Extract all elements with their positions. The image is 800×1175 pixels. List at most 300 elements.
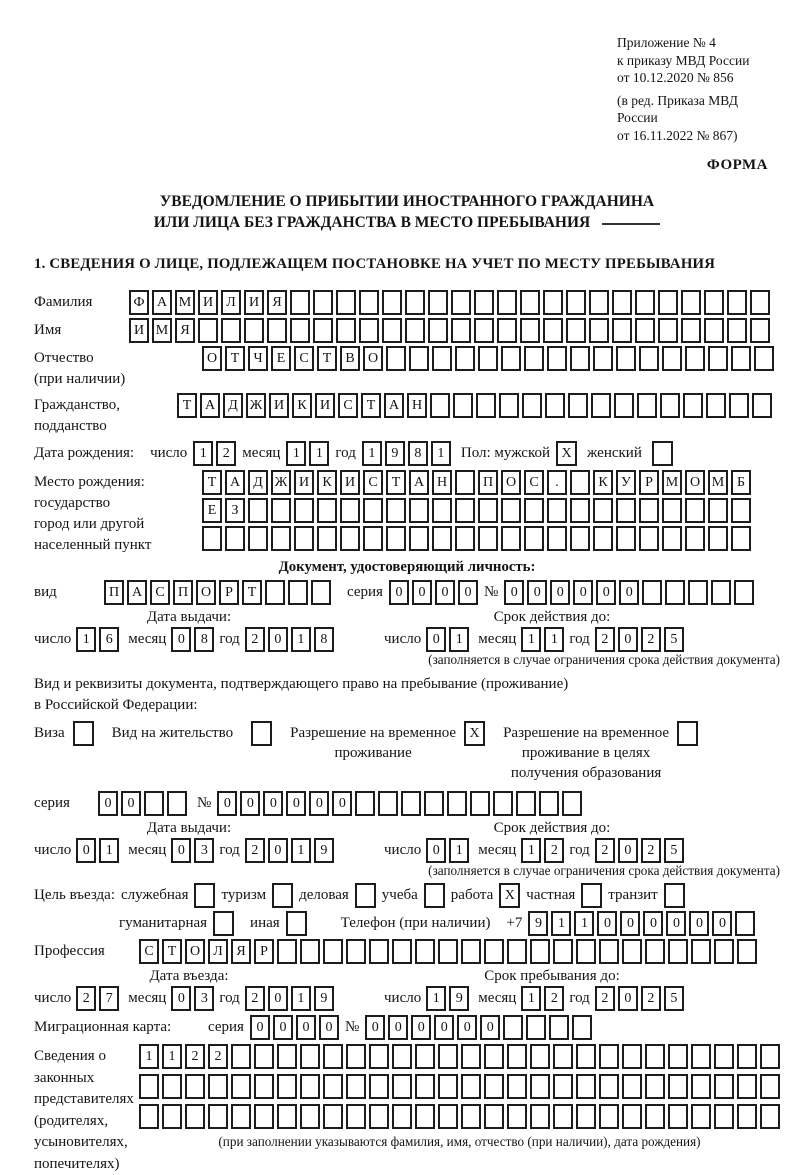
char-cell[interactable]: 2 [76,986,96,1011]
char-cell[interactable] [639,346,659,371]
char-cell[interactable] [688,580,708,605]
char-cell[interactable]: 0 [296,1015,316,1040]
char-cell[interactable]: О [196,580,216,605]
char-cell[interactable]: 6 [99,627,119,652]
char-cell[interactable] [277,1074,297,1099]
char-cell[interactable]: 1 [309,441,329,466]
char-cell[interactable]: 2 [595,627,615,652]
char-cell[interactable] [290,290,310,315]
char-cell[interactable] [622,1074,642,1099]
char-cell[interactable]: Л [221,290,241,315]
char-cell[interactable]: Т [177,393,197,418]
char-cell[interactable] [507,939,527,964]
char-cell[interactable]: 2 [185,1044,205,1069]
char-cell[interactable] [685,346,705,371]
char-cell[interactable] [731,498,751,523]
char-cell[interactable]: 1 [193,441,213,466]
char-cell[interactable] [731,526,751,551]
char-cell[interactable] [461,1074,481,1099]
char-cell[interactable] [545,393,565,418]
char-cell[interactable] [706,393,726,418]
char-cell[interactable]: А [200,393,220,418]
char-cell[interactable]: Д [223,393,243,418]
char-cell[interactable] [708,498,728,523]
char-cell[interactable] [668,939,688,964]
char-cell[interactable] [539,791,559,816]
purpose-tourism-checkbox[interactable] [272,883,293,908]
char-cell[interactable] [645,1074,665,1099]
char-cell[interactable]: 0 [171,838,191,863]
char-cell[interactable]: П [478,470,498,495]
char-cell[interactable]: 5 [664,986,684,1011]
char-cell[interactable]: Ч [248,346,268,371]
char-cell[interactable]: Р [639,470,659,495]
char-cell[interactable] [681,318,701,343]
char-cell[interactable]: 0 [411,1015,431,1040]
char-cell[interactable]: О [202,346,222,371]
char-cell[interactable] [415,1074,435,1099]
char-cell[interactable] [300,1044,320,1069]
char-cell[interactable] [668,1104,688,1129]
char-cell[interactable]: Н [407,393,427,418]
purpose-work-checkbox[interactable]: X [499,883,520,908]
char-cell[interactable] [645,1104,665,1129]
char-cell[interactable] [760,1074,780,1099]
char-cell[interactable]: 1 [162,1044,182,1069]
char-cell[interactable] [642,580,662,605]
char-cell[interactable]: С [363,470,383,495]
char-cell[interactable] [474,318,494,343]
char-cell[interactable]: 1 [286,441,306,466]
char-cell[interactable]: 9 [385,441,405,466]
char-cell[interactable]: 2 [544,838,564,863]
char-cell[interactable]: С [294,346,314,371]
char-cell[interactable] [691,939,711,964]
char-cell[interactable] [346,1104,366,1129]
char-cell[interactable] [369,939,389,964]
char-cell[interactable] [752,393,772,418]
char-cell[interactable]: 0 [527,580,547,605]
char-cell[interactable]: П [173,580,193,605]
char-cell[interactable] [507,1074,527,1099]
char-cell[interactable] [524,526,544,551]
char-cell[interactable] [451,318,471,343]
char-cell[interactable]: 1 [544,627,564,652]
char-cell[interactable] [277,1104,297,1129]
purpose-study-checkbox[interactable] [424,883,445,908]
purpose-transit-checkbox[interactable] [664,883,685,908]
char-cell[interactable] [428,318,448,343]
char-cell[interactable] [323,1104,343,1129]
char-cell[interactable] [737,939,757,964]
char-cell[interactable]: 0 [273,1015,293,1040]
char-cell[interactable] [612,290,632,315]
char-cell[interactable]: 1 [574,911,594,936]
char-cell[interactable]: 1 [362,441,382,466]
char-cell[interactable] [553,939,573,964]
char-cell[interactable]: 0 [618,627,638,652]
char-cell[interactable] [553,1074,573,1099]
char-cell[interactable]: 1 [426,986,446,1011]
char-cell[interactable] [501,526,521,551]
char-cell[interactable] [455,470,475,495]
char-cell[interactable]: 0 [98,791,118,816]
char-cell[interactable] [635,290,655,315]
char-cell[interactable] [501,346,521,371]
char-cell[interactable] [530,1104,550,1129]
char-cell[interactable] [478,346,498,371]
char-cell[interactable] [484,1044,504,1069]
char-cell[interactable] [599,939,619,964]
char-cell[interactable] [570,346,590,371]
char-cell[interactable]: 0 [268,986,288,1011]
char-cell[interactable]: 5 [664,627,684,652]
char-cell[interactable] [317,526,337,551]
char-cell[interactable]: 0 [171,627,191,652]
char-cell[interactable] [438,939,458,964]
char-cell[interactable] [323,939,343,964]
char-cell[interactable] [714,939,734,964]
char-cell[interactable] [547,498,567,523]
char-cell[interactable]: О [685,470,705,495]
char-cell[interactable] [392,1044,412,1069]
char-cell[interactable] [369,1104,389,1129]
char-cell[interactable] [662,498,682,523]
char-cell[interactable]: 0 [618,986,638,1011]
char-cell[interactable]: 0 [434,1015,454,1040]
char-cell[interactable]: 0 [620,911,640,936]
char-cell[interactable] [359,290,379,315]
char-cell[interactable] [576,1044,596,1069]
char-cell[interactable]: 0 [618,838,638,863]
char-cell[interactable] [415,1044,435,1069]
char-cell[interactable] [300,939,320,964]
char-cell[interactable] [553,1104,573,1129]
char-cell[interactable] [566,290,586,315]
char-cell[interactable]: 0 [457,1015,477,1040]
char-cell[interactable]: С [150,580,170,605]
char-cell[interactable] [438,1074,458,1099]
char-cell[interactable] [451,290,471,315]
char-cell[interactable] [294,526,314,551]
char-cell[interactable] [355,791,375,816]
char-cell[interactable] [185,1074,205,1099]
char-cell[interactable]: 0 [458,580,478,605]
char-cell[interactable] [432,498,452,523]
char-cell[interactable]: 1 [139,1044,159,1069]
char-cell[interactable] [599,1074,619,1099]
char-cell[interactable] [576,1074,596,1099]
char-cell[interactable] [474,290,494,315]
char-cell[interactable] [566,318,586,343]
char-cell[interactable] [714,1044,734,1069]
char-cell[interactable] [685,498,705,523]
char-cell[interactable] [231,1044,251,1069]
char-cell[interactable] [734,580,754,605]
char-cell[interactable] [478,526,498,551]
char-cell[interactable]: 3 [194,838,214,863]
residence-permit-checkbox[interactable] [251,721,272,746]
char-cell[interactable] [139,1074,159,1099]
char-cell[interactable]: Е [202,498,222,523]
char-cell[interactable] [530,1074,550,1099]
char-cell[interactable]: О [363,346,383,371]
char-cell[interactable] [290,318,310,343]
char-cell[interactable] [208,1074,228,1099]
char-cell[interactable]: Т [162,939,182,964]
char-cell[interactable] [681,290,701,315]
purpose-humanitarian-checkbox[interactable] [213,911,234,936]
char-cell[interactable]: 5 [664,838,684,863]
char-cell[interactable] [336,318,356,343]
char-cell[interactable] [662,526,682,551]
char-cell[interactable]: В [340,346,360,371]
char-cell[interactable]: 2 [641,986,661,1011]
char-cell[interactable] [708,526,728,551]
char-cell[interactable]: Ф [129,290,149,315]
char-cell[interactable]: 1 [291,986,311,1011]
char-cell[interactable] [455,346,475,371]
char-cell[interactable] [526,1015,546,1040]
char-cell[interactable]: 2 [595,986,615,1011]
char-cell[interactable]: 8 [314,627,334,652]
char-cell[interactable] [665,580,685,605]
char-cell[interactable]: С [524,470,544,495]
char-cell[interactable] [401,791,421,816]
char-cell[interactable]: А [384,393,404,418]
char-cell[interactable] [727,290,747,315]
char-cell[interactable] [499,393,519,418]
char-cell[interactable]: Д [248,470,268,495]
char-cell[interactable] [415,1104,435,1129]
char-cell[interactable] [662,346,682,371]
char-cell[interactable] [470,791,490,816]
char-cell[interactable]: Я [231,939,251,964]
char-cell[interactable] [635,318,655,343]
char-cell[interactable]: И [340,470,360,495]
char-cell[interactable] [576,939,596,964]
char-cell[interactable] [300,1104,320,1129]
char-cell[interactable]: 9 [314,838,334,863]
char-cell[interactable] [737,1104,757,1129]
char-cell[interactable] [668,1074,688,1099]
char-cell[interactable] [405,290,425,315]
char-cell[interactable] [501,498,521,523]
char-cell[interactable]: Т [361,393,381,418]
char-cell[interactable] [447,791,467,816]
char-cell[interactable] [167,791,187,816]
char-cell[interactable]: 0 [426,838,446,863]
char-cell[interactable] [438,1104,458,1129]
char-cell[interactable]: О [185,939,205,964]
char-cell[interactable] [660,393,680,418]
char-cell[interactable] [639,498,659,523]
char-cell[interactable] [453,393,473,418]
char-cell[interactable] [424,791,444,816]
char-cell[interactable]: 0 [435,580,455,605]
char-cell[interactable] [476,393,496,418]
char-cell[interactable] [493,791,513,816]
char-cell[interactable]: 2 [641,838,661,863]
char-cell[interactable] [612,318,632,343]
char-cell[interactable]: 1 [521,986,541,1011]
char-cell[interactable]: А [409,470,429,495]
char-cell[interactable]: К [593,470,613,495]
char-cell[interactable] [294,498,314,523]
char-cell[interactable] [760,1104,780,1129]
char-cell[interactable]: А [127,580,147,605]
char-cell[interactable] [562,791,582,816]
char-cell[interactable] [735,911,755,936]
char-cell[interactable] [614,393,634,418]
char-cell[interactable] [524,498,544,523]
char-cell[interactable] [729,393,749,418]
char-cell[interactable] [254,1044,274,1069]
char-cell[interactable]: К [292,393,312,418]
char-cell[interactable] [570,526,590,551]
char-cell[interactable]: 0 [666,911,686,936]
char-cell[interactable] [271,498,291,523]
char-cell[interactable]: И [315,393,335,418]
char-cell[interactable] [714,1074,734,1099]
char-cell[interactable] [254,1074,274,1099]
char-cell[interactable] [599,1044,619,1069]
char-cell[interactable]: 1 [449,838,469,863]
char-cell[interactable]: Ж [271,470,291,495]
char-cell[interactable] [520,318,540,343]
char-cell[interactable] [547,346,567,371]
char-cell[interactable] [731,346,751,371]
char-cell[interactable] [313,290,333,315]
char-cell[interactable]: 0 [597,911,617,936]
char-cell[interactable]: 2 [245,838,265,863]
char-cell[interactable]: С [139,939,159,964]
char-cell[interactable]: 0 [240,791,260,816]
char-cell[interactable] [288,580,308,605]
char-cell[interactable] [570,470,590,495]
char-cell[interactable]: 2 [208,1044,228,1069]
char-cell[interactable]: А [152,290,172,315]
char-cell[interactable] [461,1044,481,1069]
char-cell[interactable]: 3 [194,986,214,1011]
char-cell[interactable] [530,939,550,964]
char-cell[interactable]: 8 [408,441,428,466]
char-cell[interactable] [363,526,383,551]
char-cell[interactable] [198,318,218,343]
char-cell[interactable]: М [662,470,682,495]
char-cell[interactable] [363,498,383,523]
char-cell[interactable] [359,318,379,343]
char-cell[interactable]: Р [254,939,274,964]
char-cell[interactable] [616,346,636,371]
char-cell[interactable] [503,1015,523,1040]
char-cell[interactable] [737,1044,757,1069]
char-cell[interactable] [248,526,268,551]
char-cell[interactable] [346,1044,366,1069]
char-cell[interactable] [737,1074,757,1099]
char-cell[interactable]: 1 [291,838,311,863]
char-cell[interactable] [727,318,747,343]
visa-checkbox[interactable] [73,721,94,746]
char-cell[interactable]: 2 [641,627,661,652]
char-cell[interactable]: Н [432,470,452,495]
char-cell[interactable]: 0 [268,838,288,863]
char-cell[interactable] [683,393,703,418]
char-cell[interactable]: 1 [521,838,541,863]
purpose-other-checkbox[interactable] [286,911,307,936]
purpose-business-checkbox[interactable] [355,883,376,908]
char-cell[interactable] [484,939,504,964]
char-cell[interactable]: 0 [171,986,191,1011]
char-cell[interactable] [568,393,588,418]
char-cell[interactable] [685,526,705,551]
char-cell[interactable] [336,290,356,315]
char-cell[interactable] [409,498,429,523]
char-cell[interactable] [409,346,429,371]
char-cell[interactable]: 0 [573,580,593,605]
char-cell[interactable]: 0 [286,791,306,816]
char-cell[interactable] [461,1104,481,1129]
char-cell[interactable]: Т [386,470,406,495]
char-cell[interactable] [392,1074,412,1099]
char-cell[interactable] [346,939,366,964]
gender-male-checkbox[interactable]: X [556,441,577,466]
char-cell[interactable] [313,318,333,343]
char-cell[interactable] [432,526,452,551]
char-cell[interactable] [162,1074,182,1099]
char-cell[interactable] [637,393,657,418]
char-cell[interactable] [244,318,264,343]
char-cell[interactable] [139,1104,159,1129]
char-cell[interactable] [455,498,475,523]
char-cell[interactable] [507,1044,527,1069]
char-cell[interactable]: Е [271,346,291,371]
char-cell[interactable] [248,498,268,523]
char-cell[interactable] [438,1044,458,1069]
char-cell[interactable] [271,526,291,551]
char-cell[interactable]: 7 [99,986,119,1011]
char-cell[interactable] [311,580,331,605]
char-cell[interactable] [704,318,724,343]
char-cell[interactable] [645,939,665,964]
char-cell[interactable] [576,1104,596,1129]
char-cell[interactable]: 2 [595,838,615,863]
char-cell[interactable] [277,939,297,964]
char-cell[interactable] [415,939,435,964]
char-cell[interactable]: 8 [194,627,214,652]
char-cell[interactable]: П [104,580,124,605]
char-cell[interactable] [405,318,425,343]
char-cell[interactable] [392,1104,412,1129]
char-cell[interactable] [668,1044,688,1069]
char-cell[interactable] [202,526,222,551]
char-cell[interactable] [591,393,611,418]
char-cell[interactable]: 0 [268,627,288,652]
char-cell[interactable] [622,1044,642,1069]
char-cell[interactable]: 1 [551,911,571,936]
char-cell[interactable] [231,1074,251,1099]
char-cell[interactable] [162,1104,182,1129]
char-cell[interactable]: И [269,393,289,418]
char-cell[interactable] [369,1044,389,1069]
char-cell[interactable] [530,1044,550,1069]
char-cell[interactable]: 0 [389,580,409,605]
char-cell[interactable] [691,1074,711,1099]
char-cell[interactable] [704,290,724,315]
char-cell[interactable]: 0 [689,911,709,936]
char-cell[interactable]: 0 [319,1015,339,1040]
char-cell[interactable] [691,1104,711,1129]
